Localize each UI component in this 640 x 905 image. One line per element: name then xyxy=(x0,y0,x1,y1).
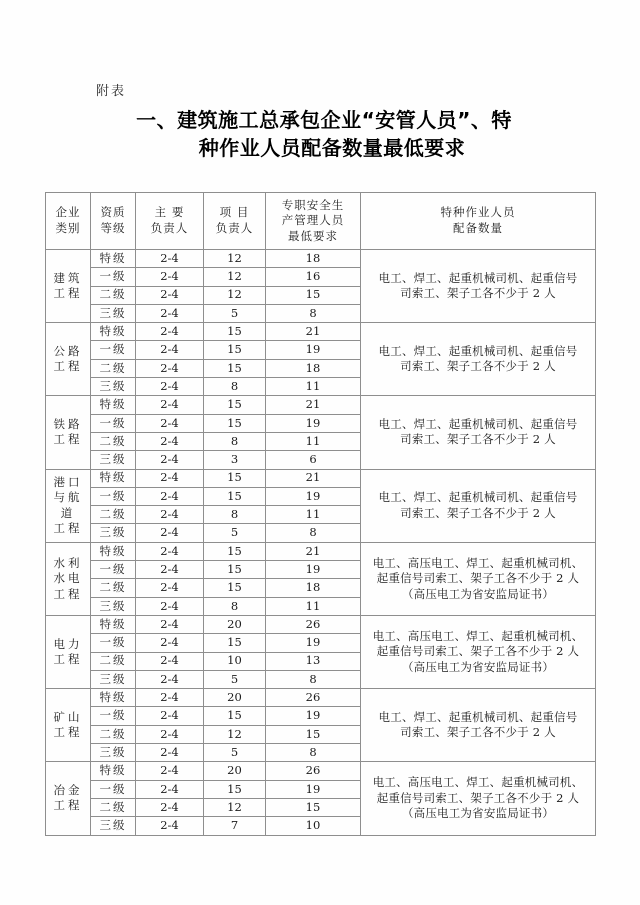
cell-project-responsible-person: 15 xyxy=(204,359,266,377)
cell-qualification-grade: 特级 xyxy=(91,615,136,633)
cell-safety-management-minimum: 21 xyxy=(266,469,361,487)
cell-main-responsible-person: 2-4 xyxy=(136,414,204,432)
cell-qualification-grade: 三级 xyxy=(91,304,136,322)
cell-qualification-grade: 二级 xyxy=(91,359,136,377)
cell-enterprise-category-line: 建筑 xyxy=(53,270,83,285)
cell-main-responsible-person: 2-4 xyxy=(136,286,204,304)
cell-project-responsible-person: 20 xyxy=(204,689,266,707)
cell-main-responsible-person: 2-4 xyxy=(136,378,204,396)
cell-project-responsible-person: 15 xyxy=(204,780,266,798)
cell-main-responsible-person: 2-4 xyxy=(136,689,204,707)
cell-qualification-grade: 二级 xyxy=(91,506,136,524)
cell-special-operation-personnel-note-line: （高压电工为省安监局证书） xyxy=(401,586,555,601)
cell-qualification-grade: 特级 xyxy=(91,469,136,487)
column-header-safety-management-minimum-line-1: 专职安全生 xyxy=(281,197,345,212)
cell-qualification-grade: 一级 xyxy=(91,780,136,798)
cell-special-operation-personnel-note-line: 电工、焊工、起重机械司机、起重信号 xyxy=(378,490,578,505)
cell-main-responsible-person: 2-4 xyxy=(136,652,204,670)
cell-main-responsible-person: 2-4 xyxy=(136,615,204,633)
column-header-special-operation-personnel-line-1: 特种作业人员 xyxy=(440,205,516,220)
cell-safety-management-minimum: 19 xyxy=(266,341,361,359)
cell-qualification-grade: 二级 xyxy=(91,432,136,450)
cell-project-responsible-person: 12 xyxy=(204,725,266,743)
cell-qualification-grade: 二级 xyxy=(91,652,136,670)
cell-special-operation-personnel-note xyxy=(361,689,596,762)
cell-special-operation-personnel-note-line: 电工、焊工、起重机械司机、起重信号 xyxy=(378,709,578,724)
cell-safety-management-minimum: 8 xyxy=(266,304,361,322)
cell-safety-management-minimum: 18 xyxy=(266,359,361,377)
cell-main-responsible-person: 2-4 xyxy=(136,670,204,688)
cell-project-responsible-person: 8 xyxy=(204,432,266,450)
cell-enterprise-category-line: 水电 xyxy=(53,571,83,586)
column-header-special-operation-personnel-line-2: 配备数量 xyxy=(453,221,503,235)
cell-safety-management-minimum: 21 xyxy=(266,396,361,414)
cell-safety-management-minimum: 15 xyxy=(266,286,361,304)
column-header-safety-management-minimum-line-2: 产管理人员 xyxy=(281,213,345,228)
cell-enterprise-category-line: 与航 xyxy=(53,490,83,505)
cell-project-responsible-person: 7 xyxy=(204,817,266,835)
attachment-label: 附表 xyxy=(96,84,127,99)
cell-project-responsible-person: 20 xyxy=(204,762,266,780)
cell-project-responsible-person: 15 xyxy=(204,414,266,432)
cell-main-responsible-person: 2-4 xyxy=(136,762,204,780)
cell-enterprise-category-line: 水利 xyxy=(53,555,83,570)
cell-special-operation-personnel-note-line: 司索工、架子工各不少于 2 人 xyxy=(400,286,556,301)
cell-qualification-grade: 二级 xyxy=(91,798,136,816)
cell-enterprise-category-line: 工程 xyxy=(53,798,83,813)
cell-safety-management-minimum: 11 xyxy=(266,432,361,450)
cell-main-responsible-person: 2-4 xyxy=(136,579,204,597)
cell-safety-management-minimum: 26 xyxy=(266,762,361,780)
table-row xyxy=(46,250,596,268)
cell-enterprise-category-line: 港口 xyxy=(53,474,83,489)
cell-safety-management-minimum: 11 xyxy=(266,597,361,615)
cell-safety-management-minimum: 19 xyxy=(266,487,361,505)
table-row xyxy=(46,615,596,633)
cell-special-operation-personnel-note-line: 司索工、架子工各不少于 2 人 xyxy=(400,359,556,374)
cell-safety-management-minimum: 19 xyxy=(266,634,361,652)
column-header-safety-management-minimum xyxy=(266,193,361,250)
cell-main-responsible-person: 2-4 xyxy=(136,817,204,835)
cell-qualification-grade: 特级 xyxy=(91,762,136,780)
cell-qualification-grade: 特级 xyxy=(91,689,136,707)
cell-safety-management-minimum: 16 xyxy=(266,268,361,286)
cell-main-responsible-person: 2-4 xyxy=(136,725,204,743)
table-row xyxy=(46,323,596,341)
cell-enterprise-category xyxy=(46,396,91,469)
cell-project-responsible-person: 15 xyxy=(204,487,266,505)
column-header-project-responsible-person-line-1: 项 目 xyxy=(219,205,250,220)
cell-safety-management-minimum: 19 xyxy=(266,561,361,579)
cell-enterprise-category xyxy=(46,762,91,835)
cell-enterprise-category-line: 矿山 xyxy=(53,709,83,724)
cell-qualification-grade: 三级 xyxy=(91,597,136,615)
cell-qualification-grade: 特级 xyxy=(91,323,136,341)
cell-safety-management-minimum: 15 xyxy=(266,725,361,743)
cell-special-operation-personnel-note xyxy=(361,542,596,615)
column-header-main-responsible-person-line-1: 主 要 xyxy=(154,205,185,220)
cell-project-responsible-person: 5 xyxy=(204,744,266,762)
cell-special-operation-personnel-note xyxy=(361,396,596,469)
cell-main-responsible-person: 2-4 xyxy=(136,744,204,762)
column-header-enterprise-category xyxy=(46,193,91,250)
cell-project-responsible-person: 8 xyxy=(204,506,266,524)
cell-qualification-grade: 特级 xyxy=(91,396,136,414)
cell-special-operation-personnel-note xyxy=(361,615,596,688)
cell-special-operation-personnel-note-line: 起重信号司索工、架子工各不少于 2 人 xyxy=(376,790,580,805)
cell-special-operation-personnel-note-line: 司索工、架子工各不少于 2 人 xyxy=(400,725,556,740)
cell-project-responsible-person: 15 xyxy=(204,323,266,341)
cell-project-responsible-person: 15 xyxy=(204,561,266,579)
requirements-table xyxy=(45,192,596,836)
cell-qualification-grade: 三级 xyxy=(91,451,136,469)
cell-enterprise-category-line: 工程 xyxy=(53,521,83,536)
cell-project-responsible-person: 12 xyxy=(204,798,266,816)
page-title xyxy=(64,106,584,163)
cell-enterprise-category-line: 铁路 xyxy=(53,416,83,431)
cell-main-responsible-person: 2-4 xyxy=(136,506,204,524)
cell-qualification-grade: 一级 xyxy=(91,341,136,359)
cell-main-responsible-person: 2-4 xyxy=(136,451,204,469)
cell-special-operation-personnel-note-line: 电工、焊工、起重机械司机、起重信号 xyxy=(378,270,578,285)
cell-qualification-grade: 特级 xyxy=(91,250,136,268)
cell-safety-management-minimum: 6 xyxy=(266,451,361,469)
cell-main-responsible-person: 2-4 xyxy=(136,561,204,579)
cell-project-responsible-person: 15 xyxy=(204,469,266,487)
cell-enterprise-category xyxy=(46,689,91,762)
column-header-enterprise-category-line-1: 企业 xyxy=(55,205,81,220)
cell-main-responsible-person: 2-4 xyxy=(136,323,204,341)
cell-main-responsible-person: 2-4 xyxy=(136,250,204,268)
table-row xyxy=(46,689,596,707)
cell-special-operation-personnel-note xyxy=(361,250,596,323)
cell-safety-management-minimum: 18 xyxy=(266,250,361,268)
cell-enterprise-category xyxy=(46,469,91,542)
table-header xyxy=(46,193,596,250)
cell-main-responsible-person: 2-4 xyxy=(136,487,204,505)
cell-qualification-grade: 三级 xyxy=(91,817,136,835)
cell-enterprise-category-line: 工程 xyxy=(53,432,83,447)
cell-special-operation-personnel-note-line: 电工、高压电工、焊工、起重机械司机、 xyxy=(372,555,584,570)
cell-qualification-grade: 三级 xyxy=(91,670,136,688)
cell-special-operation-personnel-note-line: 起重信号司索工、架子工各不少于 2 人 xyxy=(376,571,580,586)
cell-main-responsible-person: 2-4 xyxy=(136,469,204,487)
cell-special-operation-personnel-note-line: 司索工、架子工各不少于 2 人 xyxy=(400,505,556,520)
cell-special-operation-personnel-note xyxy=(361,323,596,396)
cell-qualification-grade: 三级 xyxy=(91,744,136,762)
cell-main-responsible-person: 2-4 xyxy=(136,396,204,414)
cell-project-responsible-person: 5 xyxy=(204,524,266,542)
cell-main-responsible-person: 2-4 xyxy=(136,304,204,322)
column-header-main-responsible-person xyxy=(136,193,204,250)
cell-enterprise-category-line: 公路 xyxy=(53,343,83,358)
column-header-enterprise-category-line-2: 类别 xyxy=(55,221,81,235)
column-header-project-responsible-person xyxy=(204,193,266,250)
cell-qualification-grade: 一级 xyxy=(91,268,136,286)
cell-enterprise-category-line: 工程 xyxy=(53,725,83,740)
cell-project-responsible-person: 8 xyxy=(204,378,266,396)
cell-project-responsible-person: 20 xyxy=(204,615,266,633)
cell-main-responsible-person: 2-4 xyxy=(136,524,204,542)
cell-main-responsible-person: 2-4 xyxy=(136,341,204,359)
cell-project-responsible-person: 5 xyxy=(204,670,266,688)
cell-safety-management-minimum: 19 xyxy=(266,707,361,725)
cell-qualification-grade: 一级 xyxy=(91,707,136,725)
cell-main-responsible-person: 2-4 xyxy=(136,707,204,725)
cell-qualification-grade: 三级 xyxy=(91,378,136,396)
cell-enterprise-category xyxy=(46,250,91,323)
column-header-qualification-grade xyxy=(91,193,136,250)
column-header-qualification-grade-line-1: 资质 xyxy=(100,205,126,220)
cell-safety-management-minimum: 15 xyxy=(266,798,361,816)
cell-project-responsible-person: 15 xyxy=(204,542,266,560)
cell-safety-management-minimum: 10 xyxy=(266,817,361,835)
table-row xyxy=(46,469,596,487)
cell-enterprise-category-line: 工程 xyxy=(53,359,83,374)
cell-safety-management-minimum: 21 xyxy=(266,323,361,341)
cell-qualification-grade: 一级 xyxy=(91,634,136,652)
cell-project-responsible-person: 8 xyxy=(204,597,266,615)
cell-main-responsible-person: 2-4 xyxy=(136,359,204,377)
cell-project-responsible-person: 12 xyxy=(204,250,266,268)
cell-project-responsible-person: 5 xyxy=(204,304,266,322)
cell-enterprise-category-line: 道 xyxy=(60,505,76,520)
cell-qualification-grade: 一级 xyxy=(91,561,136,579)
cell-main-responsible-person: 2-4 xyxy=(136,798,204,816)
table-header-row xyxy=(46,193,596,250)
cell-qualification-grade: 一级 xyxy=(91,414,136,432)
cell-enterprise-category-line: 冶金 xyxy=(53,782,83,797)
cell-enterprise-category-line: 工程 xyxy=(53,652,83,667)
cell-special-operation-personnel-note-line: （高压电工为省安监局证书） xyxy=(401,806,555,821)
cell-safety-management-minimum: 26 xyxy=(266,689,361,707)
cell-special-operation-personnel-note-line: 电工、高压电工、焊工、起重机械司机、 xyxy=(372,775,584,790)
cell-safety-management-minimum: 19 xyxy=(266,780,361,798)
cell-project-responsible-person: 15 xyxy=(204,634,266,652)
column-header-project-responsible-person-line-2: 负责人 xyxy=(215,221,254,235)
cell-project-responsible-person: 15 xyxy=(204,707,266,725)
column-header-special-operation-personnel xyxy=(361,193,596,250)
cell-special-operation-personnel-note-line: 电工、焊工、起重机械司机、起重信号 xyxy=(378,416,578,431)
cell-main-responsible-person: 2-4 xyxy=(136,634,204,652)
cell-safety-management-minimum: 18 xyxy=(266,579,361,597)
cell-safety-management-minimum: 11 xyxy=(266,378,361,396)
cell-special-operation-personnel-note-line: （高压电工为省安监局证书） xyxy=(401,659,555,674)
table-row xyxy=(46,542,596,560)
table-body xyxy=(46,250,596,836)
cell-main-responsible-person: 2-4 xyxy=(136,597,204,615)
cell-qualification-grade: 二级 xyxy=(91,286,136,304)
cell-project-responsible-person: 3 xyxy=(204,451,266,469)
cell-project-responsible-person: 15 xyxy=(204,341,266,359)
cell-qualification-grade: 三级 xyxy=(91,524,136,542)
cell-safety-management-minimum: 8 xyxy=(266,524,361,542)
cell-special-operation-personnel-note-line: 起重信号司索工、架子工各不少于 2 人 xyxy=(376,644,580,659)
page-title-line-1: 一、建筑施工总承包企业“安管人员”、特 xyxy=(136,108,512,132)
table-row xyxy=(46,396,596,414)
cell-safety-management-minimum: 19 xyxy=(266,414,361,432)
cell-special-operation-personnel-note-line: 电工、高压电工、焊工、起重机械司机、 xyxy=(372,628,584,643)
cell-enterprise-category xyxy=(46,323,91,396)
cell-project-responsible-person: 12 xyxy=(204,268,266,286)
cell-qualification-grade: 特级 xyxy=(91,542,136,560)
page-title-line-2: 种作业人员配备数量最低要求 xyxy=(198,136,466,161)
cell-enterprise-category-line: 电力 xyxy=(53,636,83,651)
table-row xyxy=(46,762,596,780)
cell-special-operation-personnel-note-line: 司索工、架子工各不少于 2 人 xyxy=(400,432,556,447)
cell-special-operation-personnel-note-line: 电工、焊工、起重机械司机、起重信号 xyxy=(378,343,578,358)
cell-special-operation-personnel-note xyxy=(361,762,596,835)
cell-qualification-grade: 一级 xyxy=(91,487,136,505)
cell-safety-management-minimum: 11 xyxy=(266,506,361,524)
cell-safety-management-minimum: 8 xyxy=(266,670,361,688)
column-header-safety-management-minimum-line-3: 最低要求 xyxy=(288,228,338,243)
cell-main-responsible-person: 2-4 xyxy=(136,780,204,798)
cell-qualification-grade: 二级 xyxy=(91,725,136,743)
cell-enterprise-category xyxy=(46,615,91,688)
cell-qualification-grade: 二级 xyxy=(91,579,136,597)
cell-safety-management-minimum: 26 xyxy=(266,615,361,633)
column-header-main-responsible-person-line-2: 负责人 xyxy=(150,221,189,235)
cell-main-responsible-person: 2-4 xyxy=(136,268,204,286)
cell-project-responsible-person: 15 xyxy=(204,396,266,414)
cell-enterprise-category-line: 工程 xyxy=(53,286,83,301)
cell-safety-management-minimum: 8 xyxy=(266,744,361,762)
cell-safety-management-minimum: 13 xyxy=(266,652,361,670)
cell-special-operation-personnel-note xyxy=(361,469,596,542)
cell-project-responsible-person: 15 xyxy=(204,579,266,597)
column-header-qualification-grade-line-2: 等级 xyxy=(100,221,126,235)
cell-main-responsible-person: 2-4 xyxy=(136,542,204,560)
cell-project-responsible-person: 12 xyxy=(204,286,266,304)
cell-enterprise-category xyxy=(46,542,91,615)
cell-main-responsible-person: 2-4 xyxy=(136,432,204,450)
cell-safety-management-minimum: 21 xyxy=(266,542,361,560)
cell-enterprise-category-line: 工程 xyxy=(53,586,83,601)
cell-project-responsible-person: 10 xyxy=(204,652,266,670)
